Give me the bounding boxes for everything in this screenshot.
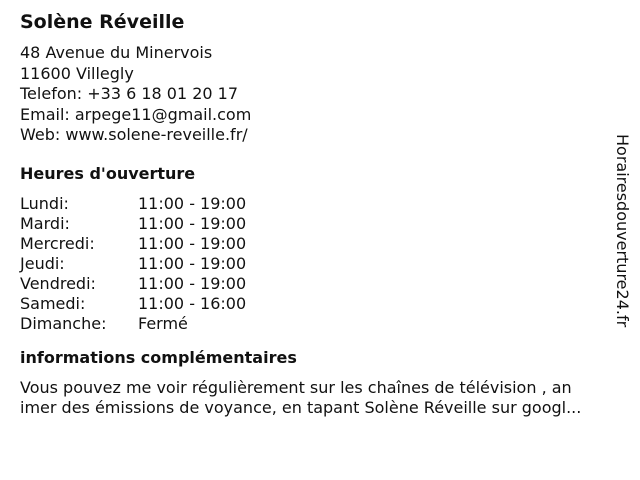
- time-range: 11:00 - 19:00: [138, 213, 247, 233]
- time-range: 11:00 - 16:00: [138, 293, 247, 313]
- contact-block: [20, 43, 600, 146]
- day-label: Mercredi:: [20, 233, 95, 253]
- time-range: 11:00 - 19:00: [138, 233, 247, 253]
- hours-row-lundi: [20, 194, 600, 214]
- info-line: Vous pouvez me voir régulièrement sur les chaînes de télévision , an: [20, 377, 572, 397]
- hours-row-dimanche: [20, 314, 600, 334]
- hours-heading: Heures d'ouverture: [20, 163, 196, 183]
- info-description: [20, 378, 636, 419]
- time-range: 11:00 - 19:00: [138, 273, 247, 293]
- hours-row-samedi: [20, 294, 600, 314]
- day-label: Vendredi:: [20, 273, 96, 293]
- day-label: Mardi:: [20, 213, 70, 233]
- day-label: Lundi:: [20, 193, 69, 213]
- info-line: imer des émissions de voyance, en tapant Solène Réveille sur googl...: [20, 398, 582, 417]
- day-label: Dimanche:: [20, 313, 107, 333]
- info-heading: informations complémentaires: [20, 347, 297, 367]
- business-card: [20, 10, 600, 419]
- hours-row-mercredi: [20, 234, 600, 254]
- website: Web: www.solene-reveille.fr/: [20, 125, 248, 144]
- time-range: 11:00 - 19:00: [138, 253, 247, 273]
- street-address: 48 Avenue du Minervois: [20, 43, 213, 62]
- city-postcode: 11600 Villegly: [20, 63, 134, 83]
- phone-number: Telefon: +33 6 18 01 20 17: [20, 84, 239, 103]
- hours-row-vendredi: [20, 274, 600, 294]
- business-name: Solène Réveille: [20, 11, 185, 33]
- day-label: Samedi:: [20, 293, 86, 313]
- site-watermark: Horairesdouverture24.fr: [613, 134, 632, 328]
- time-range: 11:00 - 19:00: [138, 193, 247, 213]
- hours-list: [20, 194, 600, 334]
- hours-row-jeudi: [20, 254, 600, 274]
- email-address: Email: arpege11@gmail.com: [20, 104, 252, 124]
- day-label: Jeudi:: [20, 253, 65, 273]
- time-range: Fermé: [138, 313, 188, 333]
- hours-row-mardi: [20, 214, 600, 234]
